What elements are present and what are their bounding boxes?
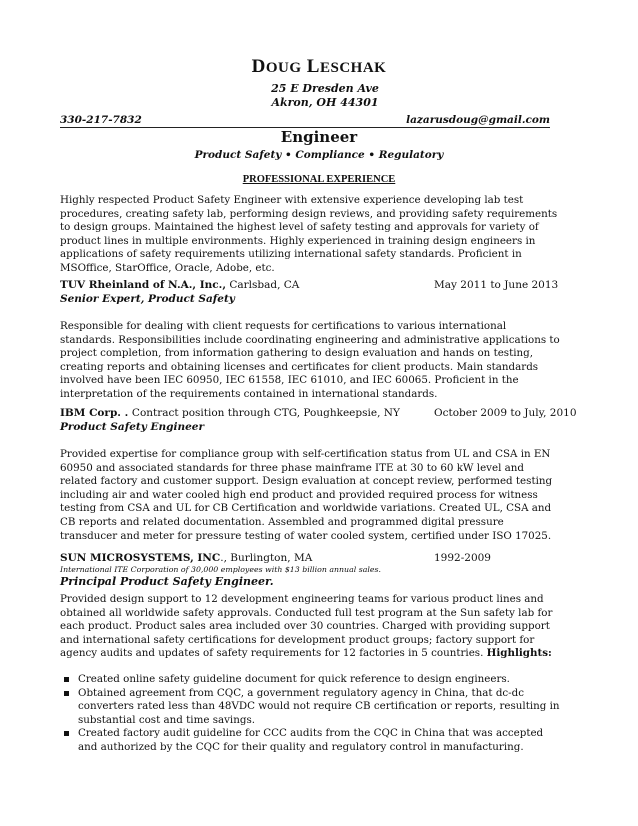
job-header-sun: [60, 551, 560, 589]
bullet-icon: [64, 677, 69, 682]
address-line-2: Akron, OH 44301: [271, 96, 379, 109]
highlight-text: Created factory audit guideline for CCC audits from the CQC in China that was accepted and authorized by the CQC for their quality and regulatory control in manufacturing.: [78, 727, 544, 753]
bullet-icon: [64, 691, 69, 696]
job-description-text: Provided expertise for compliance group with self-certification status from UL and CSA in EN 60950 and associated standards for three phase mainframe ITE at 30 to 60 kW level and related factory and customer support. Design evaluation at concept review, performed testing including air and water cooled high end product and provided required process for witness testing from CSA and UL for CB Certification and worldwide variations. Created UL, CSA and CB reports and related documentation. Assembled and programmed digital pressure transducer and meter for pressure testing of water cooled system, certified under ISO 17025.: [60, 448, 553, 542]
job-dates: October 2009 to July, 2010: [434, 407, 577, 419]
tagline: Product Safety • Compliance • Regulatory: [194, 149, 444, 161]
job-location: Contract position through CTG, Poughkeepsie, NY: [131, 407, 400, 419]
job-dates: 1992-2009: [434, 552, 491, 564]
job-description-ibm: [60, 448, 560, 543]
job-header-ibm: [60, 406, 577, 434]
highlight-text: Created online safety guideline document for quick reference to design engineers.: [78, 673, 510, 685]
name-first-initial: D: [251, 56, 266, 77]
highlights-list: [60, 673, 560, 755]
highlights-label: Highlights:: [486, 647, 552, 660]
list-item: [60, 727, 560, 754]
phone: 330-217-7832: [60, 114, 142, 126]
highlight-text: Obtained agreement from CQC, a government regulatory agency in China, that dc-dc converters rated less than 48VDC would not require CB certification or reports, resulting in substantial cost and time savings.: [78, 686, 560, 726]
job-location: Carlsbad, CA: [225, 279, 300, 291]
list-item: [60, 687, 560, 728]
company-note: International ITE Corporation of 30,000 employees with $13 billion annual sales.: [60, 565, 381, 574]
job-description-tuv: [60, 320, 560, 402]
bullet-icon: [64, 731, 69, 736]
job-description-body: Provided design support to 12 development engineering teams for various product lines and obtained all worldwide safety approvals. Conducted full test program at the Sun safety lab for each product. Product sales area included over 30 countries. Charged with providing support and international safety certifications for development product groups; factory support for agency audits and updates of safety requirements for 12 factories in 5 countries.: [60, 593, 553, 660]
email: lazarusdoug@gmail.com: [406, 114, 550, 126]
job-location: ., Burlington, MA: [220, 552, 313, 564]
summary-paragraph: [60, 194, 560, 276]
name-last-initial: L: [306, 56, 320, 77]
job-company: IBM Corp. .: [60, 407, 132, 419]
name-last-rest: ESCHAK: [319, 60, 387, 76]
job-title: Senior Expert, Product Safety: [60, 293, 235, 305]
job-description-text: [60, 593, 560, 661]
job-dates: May 2011 to June 2013: [434, 279, 559, 291]
job-description-text: Responsible for dealing with client requests for certifications to various international standards. Responsibilities include coordinating engineering and administrative applications to project completion, from information gathering to design evaluation and hands on testing, creating reports and obtaining licenses and certificates for client products. Main standards involved have been IEC 60950, IEC 61558, IEC 61010, and IEC 60065. Proficient in the interpretation of the requirements contained in international standards.: [60, 320, 560, 400]
job-company: TUV Rheinland of N.A., Inc.,: [60, 279, 226, 291]
section-heading: PROFESSIONAL EXPERIENCE: [242, 174, 396, 185]
job-company: SUN MICROSYSTEMS, INC: [60, 552, 221, 564]
job-title: Principal Product Safety Engineer.: [60, 575, 274, 588]
contact-line: [60, 114, 550, 128]
job-title: Product Safety Engineer: [60, 421, 204, 433]
job-description-sun: [60, 593, 560, 661]
address-line-1: 25 E Dresden Ave: [271, 82, 379, 95]
candidate-name: [0, 56, 638, 78]
list-item: [60, 673, 560, 687]
summary-text: Highly respected Product Safety Engineer with extensive experience developing lab test procedures, creating safety lab, performing design reviews, and providing safety requirements to design groups. Maintained the highest level of safety testing and approvals for variety of product lines in multiple environments. Highly experienced in training design engineers in applications of safety requirements utilizing international safety standards. Proficient in MSOffice, StarOffice, Oracle, Adobe, etc.: [60, 194, 558, 274]
name-first-rest: OUG: [265, 60, 302, 76]
job-header-tuv: [60, 278, 560, 306]
role-title: Engineer: [280, 128, 358, 146]
